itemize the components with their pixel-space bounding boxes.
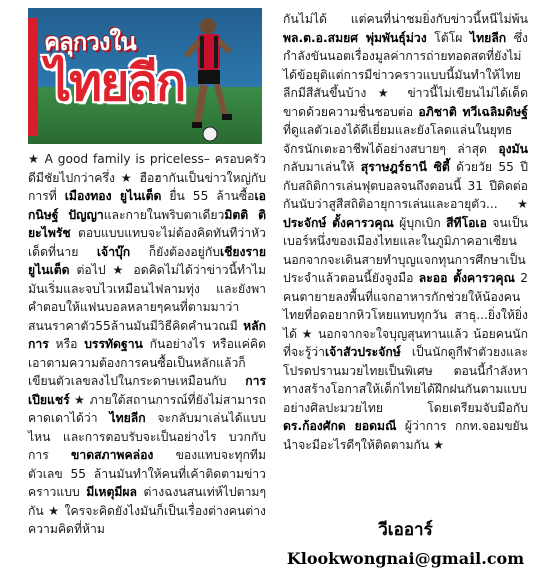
author-name: วีเออาร์ xyxy=(378,520,433,540)
body-text: ยื่น 55 ล้านซื้อ xyxy=(161,189,255,203)
author-email[interactable]: Klookwongnai@gmail.com xyxy=(286,549,525,568)
body-text: และกายในพริบตาเดียว xyxy=(103,207,225,222)
club-name: เชียงราย ยูไนเต็ด xyxy=(28,244,266,277)
body-text: ตอบแบบแทบจะไม่ต้องคิดทันทีว่าหัวเด็ดที่นาย xyxy=(28,226,266,259)
person-name: ประจักษ์ ตั้งคารวคุณ xyxy=(283,215,394,230)
nickname: อุงมัน xyxy=(498,141,528,156)
body-text: กลับมาเล่นให้ xyxy=(283,160,361,174)
body-text: จะกลับมาเล่นได้แบบไหน และการตอบรับจะเป็นอย่างไร บวกกับการ xyxy=(28,411,266,462)
emphasis: ขาดสภาพคล่อง xyxy=(71,448,154,462)
column-title-top: คลุกวงใน xyxy=(44,28,136,56)
player-name: อภิชาติ ทวีเฉลิมดิษฐ์ xyxy=(418,104,528,119)
company-name: สีทีโอเอ xyxy=(446,215,487,230)
player-name: เอกนิษฐ์ ปัญญา xyxy=(28,189,266,222)
body-text: ด้วยวัย 55 ปี กับสถิติการเล่นฟุตบอลจนถึงตอนนี้ 31 ปีติดต่อกันนับว่าสูสีสถิติอายุการเล่นและอายุตัว... ★ xyxy=(283,160,528,211)
body-text: อดคิดไม่ได้ว่าข่าวนี้ทำไมมันเริ่มและจบไวเหมือนไฟลามทุ่ง และยังพาคำตอบให้แฟนบอลหลายๆคนที่ตามมาว่าสนนราคาตัว55ล้านมันมีวิธีคิดคำนวณมี xyxy=(28,263,266,333)
body-text: ต่อไป ★ xyxy=(69,263,134,277)
right-paragraph xyxy=(283,10,528,454)
body-text: ต่างฉงนสนเท่ห์ไปตามๆกัน ★ ใครจะคิดยังไงมันก็เป็นเรื่องต่างคนต่างความคิดที่ห้าม xyxy=(28,485,267,536)
body-text: ผู้ว่าการ กกท.จอมขยันนำจะมีอะไรดีๆให้ติดตามกัน ★ xyxy=(283,419,529,452)
body-text: ก็ยังต้องอยู่กับ xyxy=(130,244,220,259)
body-text: ที่ดูแลตัวเองได้ดีเยี่ยมและยังโลดแล่นในยุทธจักรนักเตะอาชีพได้อย่างสบายๆ ล่าสุด xyxy=(283,123,513,156)
emphasis: หลักการ xyxy=(28,318,266,351)
body-text: 2 คนตายายลงพื้นที่แจกอาหารกักช่วยให้น้องคนไทยที่อดอยากหิวโหยแทบทุกวัน สาธุ...ยิ่งให้ยิ่งได้ ★ นอกจากจะใจบุญสุนทานแล้ว น้อยคนนักที่จะรู้ว่า xyxy=(283,271,528,359)
left-column-text xyxy=(28,150,266,539)
person-name: มิตติ ติยะไพรัช xyxy=(28,207,266,240)
column-signoff xyxy=(283,516,528,568)
body-text: โต้โผ xyxy=(426,30,471,45)
column-header-graphic xyxy=(28,8,262,144)
person-name: ดร.ก้องศักด ยอดมณี xyxy=(283,419,397,433)
body-text: ★ ภายใต้สถานการณ์ที่ยังไม่สามารถคาดเดาได้ว่า xyxy=(28,392,266,425)
intro-text: ★ A good family is priceless– ครอบครัวดีมีชัยไปกว่าครึ่ง ★ ฮือฮากันเป็นข่าวใหญ่กับการที่ xyxy=(28,152,266,203)
body-text: หรือ xyxy=(48,337,85,351)
nickname: เจ้าบุ๊ก xyxy=(96,244,131,259)
club-name: สุราษฎร์ธานี ซิตี้ xyxy=(360,160,450,174)
column-title-main: ไทยลีก xyxy=(46,54,185,112)
body-text: ข่าวนี้ไม่เขียนไม่ได้เด็ดขาดด้วยความชื่นชอบต่อ xyxy=(283,86,528,119)
accent-stripe xyxy=(28,18,38,136)
right-column-text xyxy=(283,10,528,454)
left-paragraph xyxy=(28,150,266,539)
emphasis: บรรทัดฐาน xyxy=(84,337,143,351)
body-text: กันอย่างไร หรือแค่คิดเอาตามความต้องการคนซื้อเป็นหลักแล้วก็เขียนตัวเลขลงไปในกระดาษเหมือนกับ xyxy=(28,337,266,388)
body-text: ของแทบจะทุกทีม ตัวเลข 55 ล้านมันทำให้คนที่เค้าติดตามข่าวคราวแบบ xyxy=(28,448,266,499)
emphasis: การเปียแชร์ xyxy=(28,374,266,407)
body-text: ผู้บุกเบิก xyxy=(393,215,447,230)
league-name: ไทยลีก xyxy=(109,411,146,425)
nickname: เจ้าสัวประจักษ์ xyxy=(324,345,401,359)
person-name: ละออ ตั้งคารวคุณ xyxy=(418,271,515,285)
emphasis: มีเหตุมีผล xyxy=(86,485,138,499)
body-text: กันไม่ได้ แต่คนที่น่าชมยิ่งกับข่าวนี้หนีไม่พ้น xyxy=(283,12,528,26)
league-name: ไทยลีก xyxy=(470,30,507,45)
body-text: จนเป็นเบอร์หนึ่งของเมืองไทยและในภูมิภาคอาเซียน นอกจากจะเดินสายทำบุญแจกทุนการศึกษาเป็นประจำแล้วตอนนี้ยังจูงมือ xyxy=(283,215,528,285)
body-text: ซึ่งกำลังขันนอตเรื่องมูลค่าการถ่ายทอดสดที่ยังไม่ได้ข้อยุติแต่การมีข่าวคราวแบบนี้มันทำให้ไทยลีกมีสีสันขึ้นบ้าง ★ xyxy=(283,30,528,100)
body-text: เป็นนักดูกีฬาตัวยงและโปรดปรานมวยไทยเป็นพิเศษ ตอนนี้กำลังหาทางสร้างโอกาสให้เด็กไทยได้ฝึกฝนกันตามแบบอย่างศิลปะมวยไทย โดยเตรียมจับมือกับ xyxy=(283,345,528,415)
club-name: เมืองทอง ยูไนเต็ด xyxy=(64,189,162,203)
person-name: พล.ต.อ.สมยศ พุ่มพันธุ์ม่วง xyxy=(283,30,427,45)
